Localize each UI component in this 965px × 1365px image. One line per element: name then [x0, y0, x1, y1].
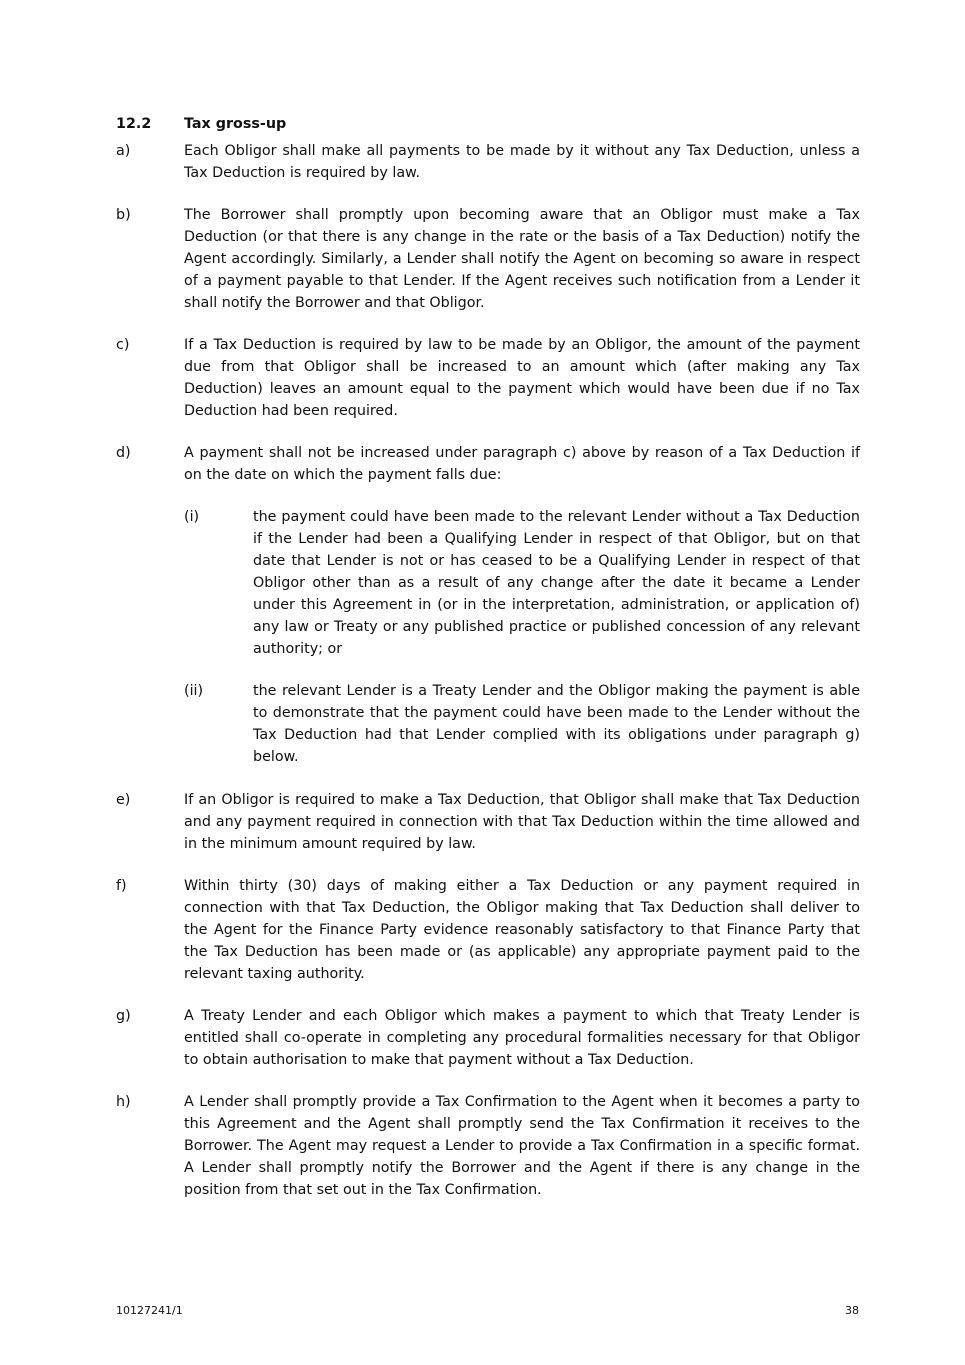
paragraph-label: b) [116, 207, 131, 223]
paragraph-text: If an Obligor is required to make a Tax Deduction, that Obligor shall make that Tax Deduction and any payment required in connection with that Tax Deduction within the time allowed and in the minimum amount required by law. [184, 792, 860, 852]
paragraph-text: A Treaty Lender and each Obligor which makes a payment to which that Treaty Lender is entitled shall co-operate in completing any procedural formalities necessary for that Obligor to obtain authorisation to make that payment without a Tax Deduction. [184, 1008, 860, 1068]
paragraph-text: The Borrower shall promptly upon becoming aware that an Obligor must make a Tax Deduction (or that there is any change in the rate or the basis of a Tax Deduction) notify the Agent accordingly. Similarly, a Lender shall notify the Agent on becoming so aware in respect of a payment payable to that Lender. If the Agent receives such notification from a Lender it shall notify the Borrower and that Obligor. [184, 207, 860, 311]
paragraph-label: d) [116, 445, 131, 461]
subparagraph-i [184, 506, 860, 660]
paragraph-g [116, 1005, 860, 1071]
paragraph-label: e) [116, 792, 131, 808]
subparagraph-text: the payment could have been made to the relevant Lender without a Tax Deduction if the Lender had been a Qualifying Lender in respect of that Obligor, but on that date that Lender is not or has ceased to be a Qualifying Lender in respect of that Obligor other than as a result of any change after the date it became a Lender under this Agreement in (or in the interpretation, administration, or application of) any law or Treaty or any published practice or published concession of any relevant authority; or [253, 509, 860, 657]
paragraph-b [116, 204, 860, 314]
paragraph-text: A Lender shall promptly provide a Tax Confirmation to the Agent when it becomes a party to this Agreement and the Agent shall promptly send the Tax Confirmation it receives to the Borrower. The Agent may request a Lender to provide a Tax Confirmation in a specific format. A Lender shall promptly notify the Borrower and the Agent if there is any change in the position from that set out in the Tax Confirmation. [184, 1094, 860, 1198]
paragraph-e [116, 789, 860, 855]
paragraph-label: a) [116, 143, 131, 159]
paragraph-label: c) [116, 337, 130, 353]
paragraph-label: g) [116, 1008, 131, 1024]
paragraph-text: A payment shall not be increased under paragraph c) above by reason of a Tax Deduction if on the date on which the payment falls due: [184, 445, 860, 483]
paragraph-a [116, 140, 860, 184]
page-number: 38 [845, 1304, 859, 1317]
paragraph-h [116, 1091, 860, 1201]
paragraph-text: If a Tax Deduction is required by law to be made by an Obligor, the amount of the payment due from that Obligor shall be increased to an amount which (after making any Tax Deduction) leaves an amount equal to the payment which would have been due if no Tax Deduction had been required. [184, 337, 860, 419]
subparagraph-label: (ii) [184, 683, 204, 699]
paragraph-label: h) [116, 1094, 131, 1110]
subparagraph-text: the relevant Lender is a Treaty Lender and the Obligor making the payment is able to demonstrate that the payment could have been made to the Lender without the Tax Deduction had that Lender complied with its obligations under paragraph g) below. [253, 683, 860, 765]
paragraph-text: Within thirty (30) days of making either a Tax Deduction or any payment required in connection with that Tax Deduction, the Obligor making that Tax Deduction shall deliver to the Agent for the Finance Party evidence reasonably satisfactory to that Finance Party that the Tax Deduction has been made or (as applicable) any appropriate payment paid to the relevant taxing authority. [184, 878, 860, 982]
paragraph-d [116, 442, 860, 486]
paragraph-f [116, 875, 860, 985]
section-number: 12.2 [116, 116, 152, 132]
paragraph-label: f) [116, 878, 127, 894]
document-reference: 10127241/1 [116, 1304, 183, 1317]
section-title: Tax gross-up [184, 116, 287, 132]
paragraph-c [116, 334, 860, 422]
subparagraph-ii [184, 680, 860, 768]
section-heading [116, 113, 286, 135]
paragraph-text: Each Obligor shall make all payments to be made by it without any Tax Deduction, unless a Tax Deduction is required by law. [184, 143, 860, 181]
subparagraph-label: (i) [184, 509, 200, 525]
